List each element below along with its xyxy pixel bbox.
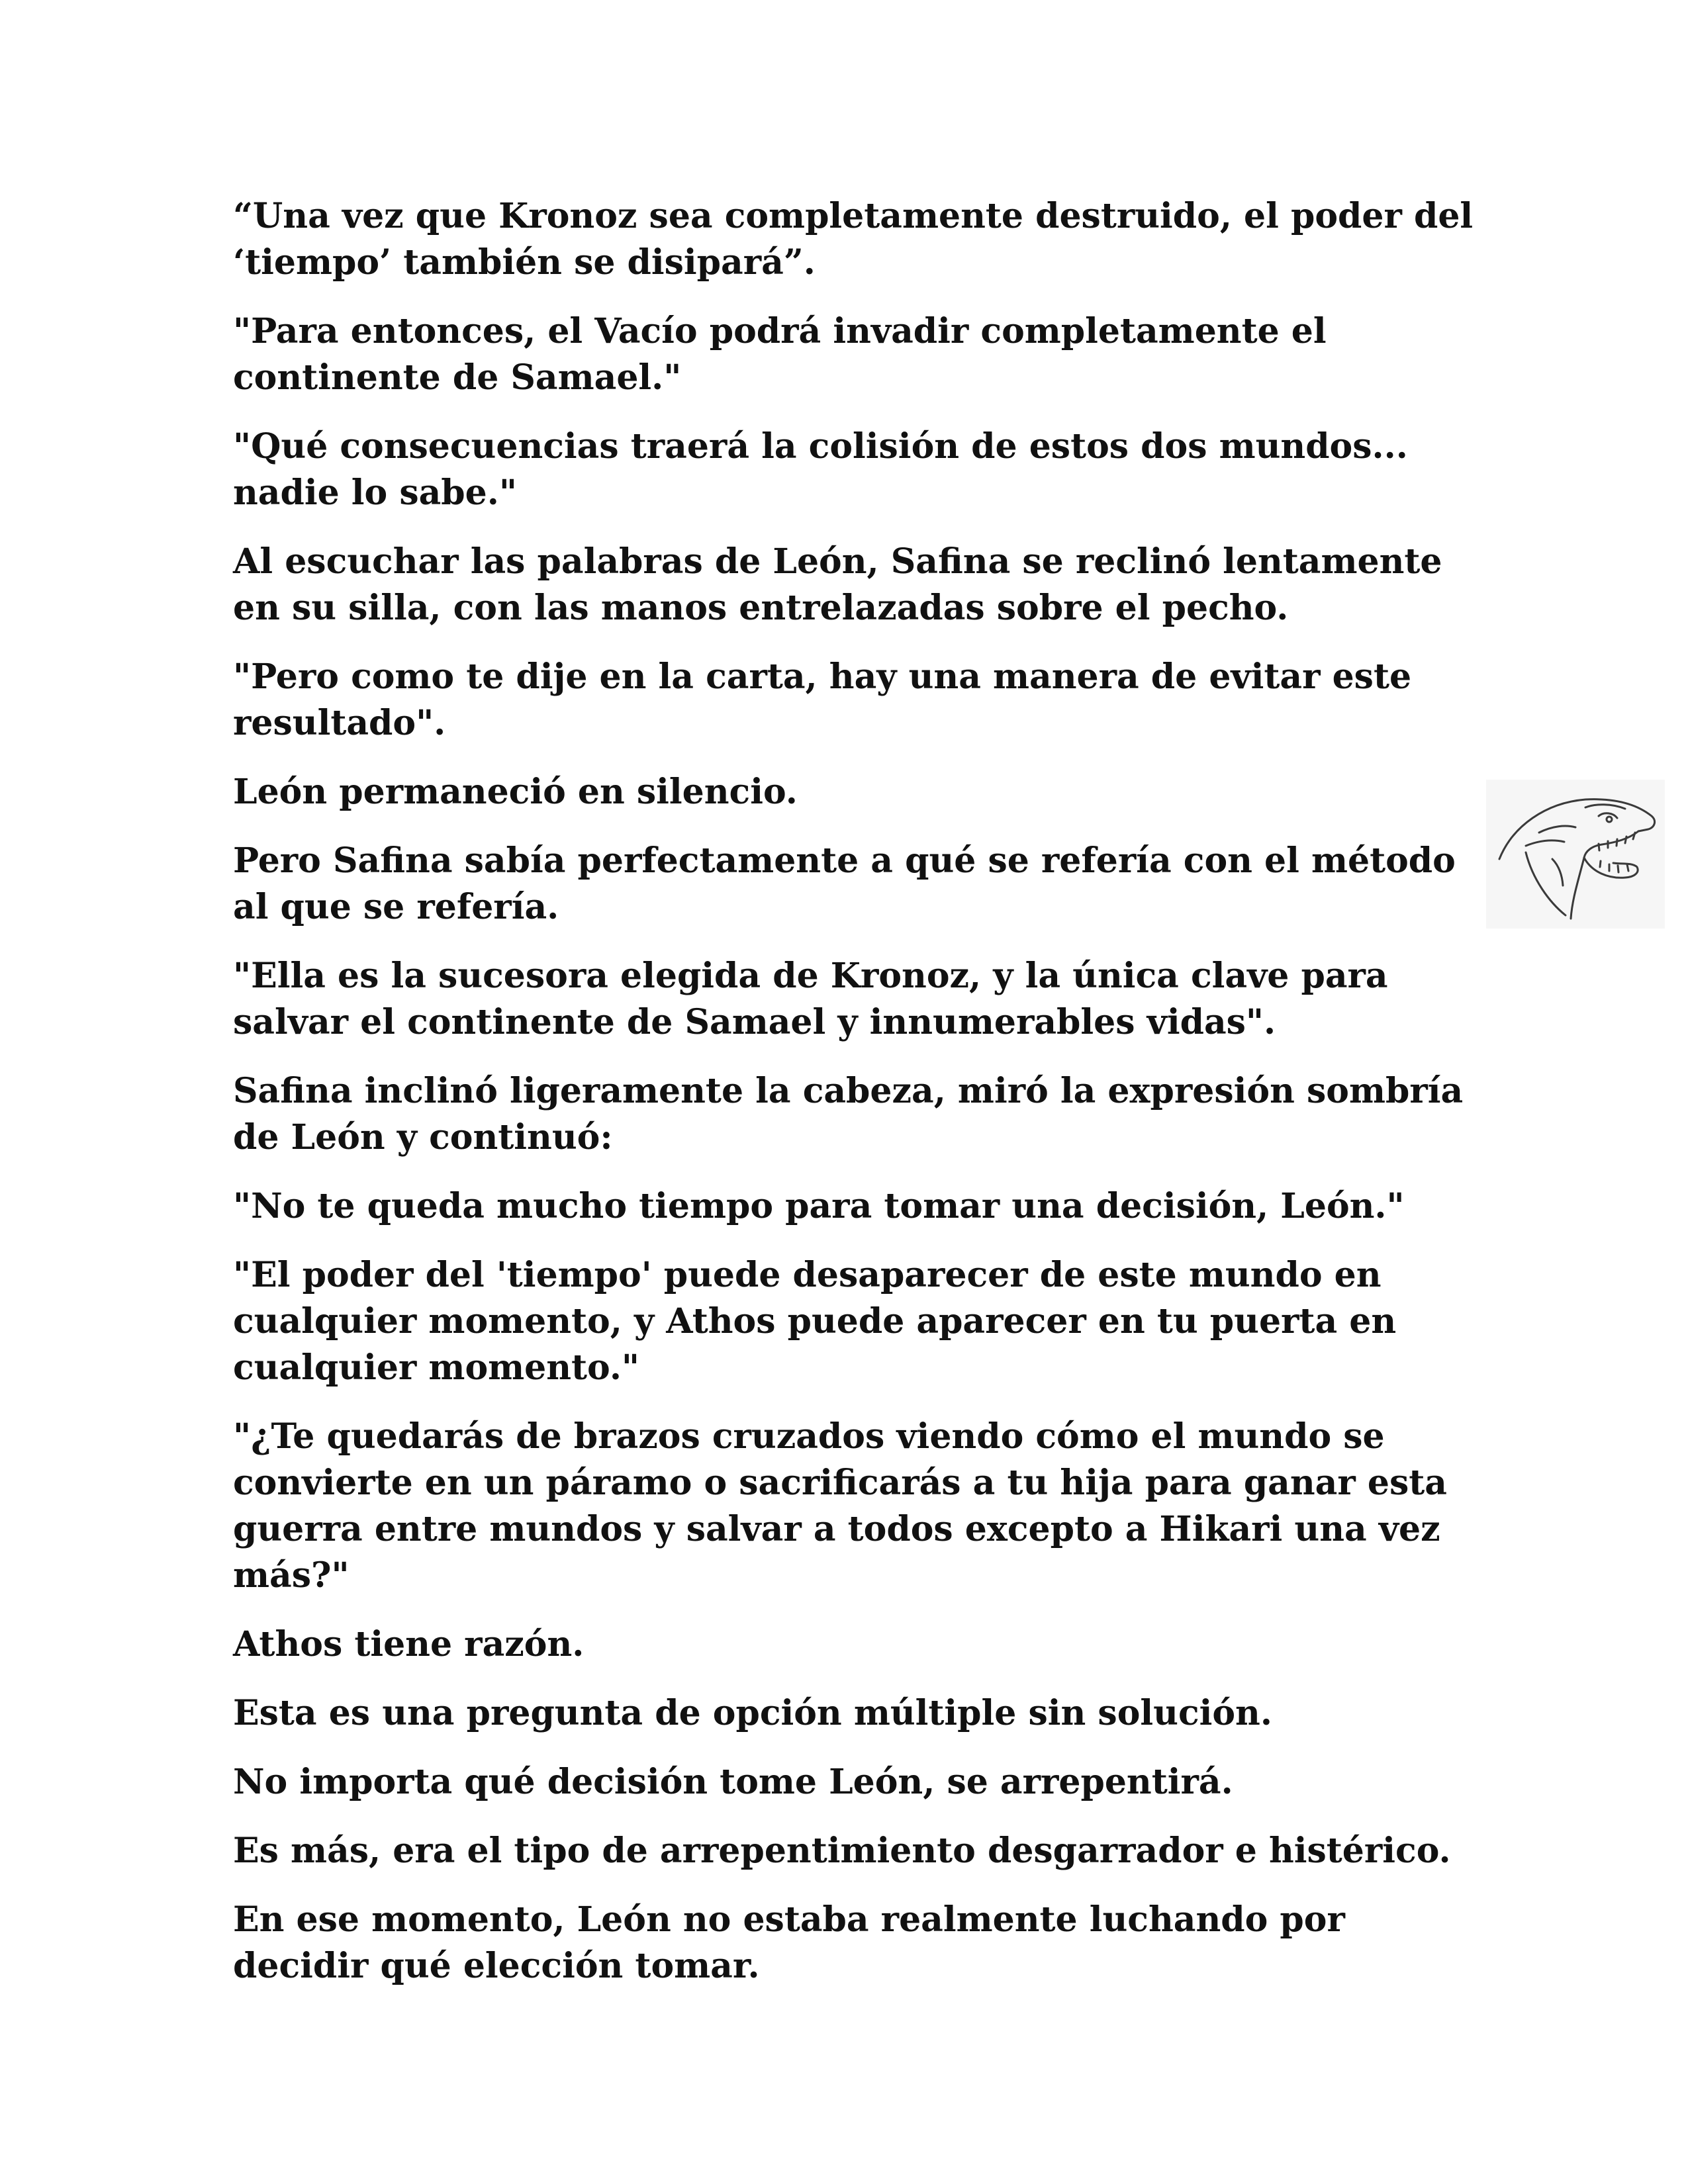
paragraph: "No te queda mucho tiempo para tomar una decisión, León." — [233, 1186, 1405, 1226]
paragraph: Esta es una pregunta de opción múltiple sin solución. — [233, 1693, 1272, 1733]
paragraph: "¿Te quedarás de brazos cruzados viendo cómo el mundo se convierte en un páramo o sacrificarás a tu hija para ganar esta guerra entre mundos y salvar a todos excepto a Hikari una vez más?" — [233, 1416, 1447, 1596]
document-body — [233, 193, 1477, 2012]
dinosaur-head-icon — [1486, 780, 1665, 929]
paragraph: León permaneció en silencio. — [233, 772, 798, 812]
paragraph: Pero Safina sabía perfectamente a qué se refería con el método al que se refería. — [233, 841, 1456, 927]
paragraph: "El poder del 'tiempo' puede desaparecer de este mundo en cualquier momento, y Athos puede aparecer en tu puerta en cualquier momento." — [233, 1255, 1397, 1388]
paragraph: Es más, era el tipo de arrepentimiento desgarrador e histérico. — [233, 1831, 1451, 1871]
paragraph: "Ella es la sucesora elegida de Kronoz, y la única clave para salvar el continente de Samael y innumerables vidas". — [233, 956, 1388, 1042]
paragraph: "Pero como te dije en la carta, hay una manera de evitar este resultado". — [233, 657, 1412, 743]
paragraph: "Qué consecuencias traerá la colisión de estos dos mundos... nadie lo sabe." — [233, 426, 1408, 513]
paragraph: "Para entonces, el Vacío podrá invadir completamente el continente de Samael." — [233, 311, 1327, 398]
paragraph: Safina inclinó ligeramente la cabeza, miró la expresión sombría de León y continuó: — [233, 1071, 1464, 1158]
paragraph: En ese momento, León no estaba realmente luchando por decidir qué elección tomar. — [233, 1899, 1345, 1986]
paragraph: Al escuchar las palabras de León, Safina se reclinó lentamente en su silla, con las manos entrelazadas sobre el pecho. — [233, 541, 1442, 628]
paragraph: No importa qué decisión tome León, se arrepentirá. — [233, 1762, 1233, 1802]
paragraph: Athos tiene razón. — [233, 1624, 585, 1664]
paragraph: “Una vez que Kronoz sea completamente destruido, el poder del ‘tiempo’ también se disipará”. — [233, 196, 1474, 283]
